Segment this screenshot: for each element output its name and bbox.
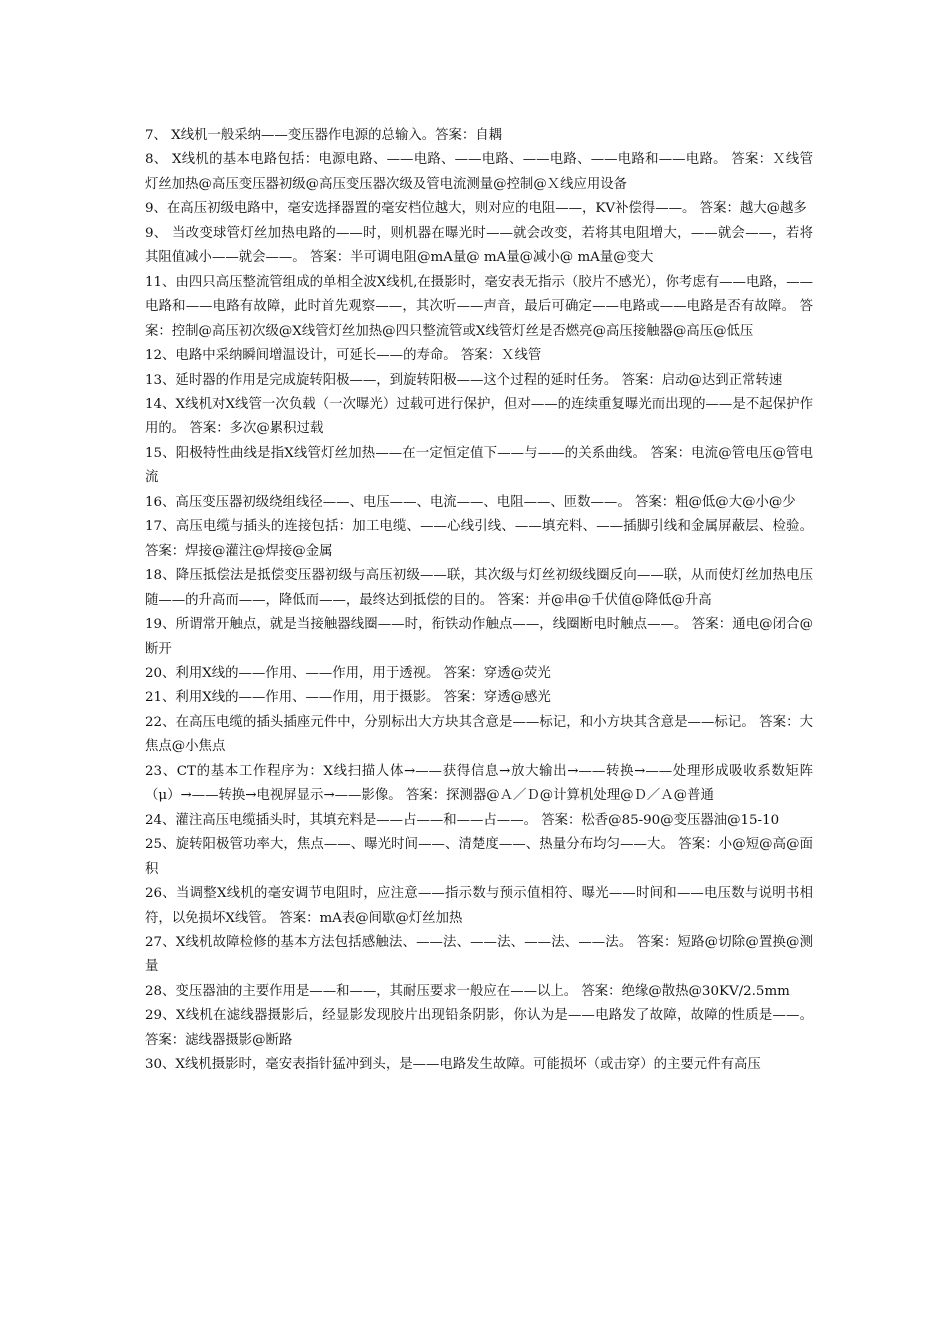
question-item-29: 29、X线机在滤线器摄影后，经显影发现胶片出现铅条阴影，你认为是——电路发了故障，故障的性质是——。 答案：滤线器摄影@断路 bbox=[145, 1008, 813, 1048]
question-item-24: 24、灌注高压电缆插头时，其填充料是——占——和——占——。 答案：松香@85-90@变压器油@15-10 bbox=[145, 812, 780, 828]
question-item-19: 19、所谓常开触点，就是当接触器线圈——时，衔铁动作触点——，线圈断电时触点——。 答案：通电@闭合@断开 bbox=[145, 617, 813, 657]
question-item-17: 17、高压电缆与插头的连接包括：加工电缆、——心线引线、——填充料、——插脚引线和金属屏蔽层、检验。 答案：焊接@灌注@焊接@金属 bbox=[145, 519, 813, 559]
question-item-22: 22、在高压电缆的插头插座元件中，分别标出大方块其含意是——标记，和小方块其含意是——标记。 答案：大焦点@小焦点 bbox=[145, 714, 813, 755]
question-item-27: 27、X线机故障检修的基本方法包括感触法、——法、——法、——法、——法。 答案：短路@切除@置换@测量 bbox=[145, 934, 813, 975]
question-item-18: 18、降压抵偿法是抵偿变压器初级与高压初级——联，其次级与灯丝初级线圈反向——联，从而使灯丝加热电压随——的升高而——，降低而——，最终达到抵偿的目的。 答案：并@串@千伏值@降低@升高 bbox=[145, 568, 813, 608]
question-item-11: 11、由四只高压整流管组成的单相全波X线机,在摄影时，毫安表无指示（胶片不感光），你考虑有——电路，——电路和——电路有故障，此时首先观察——，其次听——声音，最后可确定——电路或——电路是否有故障。 答案：控制@高压初次级@X线管灯丝加热@四只整流管或X线管灯丝是否燃亮@高压接触器@高压@低压 bbox=[145, 274, 813, 339]
question-item-8: 8、 X线机的基本电路包括：电源电路、——电路、——电路、——电路、——电路和——电路。 答案：Ｘ线管灯丝加热@高压变压器初级@高压变压器次级及管电流测量@控制@Ｘ线应用设备 bbox=[145, 152, 813, 192]
question-item-15: 15、阳极特性曲线是指X线管灯丝加热——在一定恒定值下——与——的关系曲线。 答案：电流@管电压@管电流 bbox=[145, 445, 813, 486]
question-item-23: 23、CT的基本工作程序为：X线扫描人体→——获得信息→放大输出→——转换→——处理形成吸收系数矩阵（μ）→——转换→电视屏显示→——影像。 答案：探测器@Ａ／Ｄ@计算机处理@Ｄ／Ａ@普通 bbox=[145, 763, 813, 804]
question-item-13: 13、延时器的作用是完成旋转阳极——，到旋转阳极——这个过程的延时任务。 答案：启动@达到正常转速 bbox=[145, 372, 783, 388]
question-item-14: 14、X线机对X线管一次负载（一次曝光）过载可进行保护，但对——的连续重复曝光而出现的——是不起保护作用的。 答案：多次@累积过载 bbox=[145, 396, 813, 437]
question-item-9a: 9、在高压初级电路中，毫安选择器置的毫安档位越大，则对应的电阻——，KV补偿得——。 答案：越大@越多 bbox=[145, 201, 807, 217]
question-item-28: 28、变压器油的主要作用是——和——，其耐压要求一般应在——以上。 答案：绝缘@散热@30KV/2.5mm bbox=[145, 983, 790, 999]
document-page bbox=[145, 124, 813, 1078]
question-item-20: 20、利用X线的——作用、——作用，用于透视。 答案：穿透@荧光 bbox=[145, 665, 551, 681]
question-item-16: 16、高压变压器初级绕组线径——、电压——、电流——、电阻——、匝数——。 答案：粗@低@大@小@少 bbox=[145, 494, 796, 510]
question-item-7: 7、 X线机一般采纳——变压器作电源的总输入。答案：自耦 bbox=[145, 128, 503, 143]
question-item-21: 21、利用X线的——作用、——作用，用于摄影。 答案：穿透@感光 bbox=[145, 690, 551, 706]
question-item-30: 30、X线机摄影时，毫安表指针猛冲到头，是——电路发生故障。可能损坏（或击穿）的主要元件有高压 bbox=[145, 1057, 761, 1073]
question-item-9b: 9、 当改变球管灯丝加热电路的——时，则机器在曝光时——就会改变，若将其电阻增大，——就会——，若将其阻值减小——就会——。 答案：半可调电阻@mA量@ mA量@减小@ mA量@变大 bbox=[145, 225, 813, 266]
question-item-12: 12、电路中采纳瞬间增温设计，可延长——的寿命。 答案：Ｘ线管 bbox=[145, 348, 542, 364]
question-item-26: 26、当调整X线机的毫安调节电阻时，应注意——指示数与预示值相符、曝光——时间和——电压数与说明书相符，以免损坏X线管。 答案：mA表@间歇@灯丝加热 bbox=[145, 886, 813, 926]
question-item-25: 25、旋转阳极管功率大，焦点——、曝光时间——、清楚度——、热量分布均匀——大。 答案：小@短@高@面积 bbox=[145, 837, 813, 877]
